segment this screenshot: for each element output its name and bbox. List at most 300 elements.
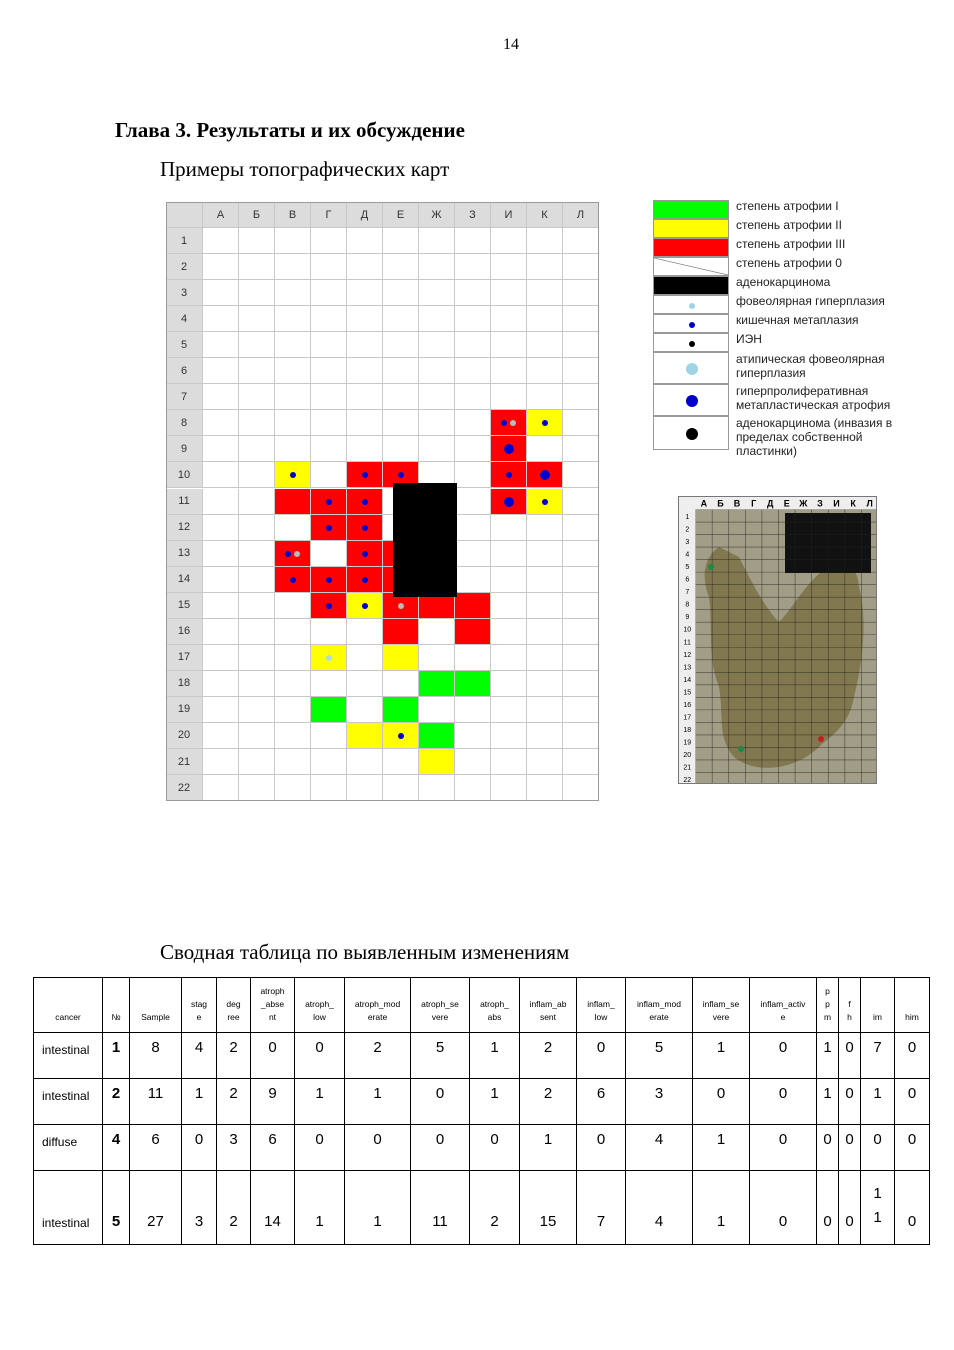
grid-cell (203, 436, 239, 462)
photo-row-label: 1 (685, 514, 690, 522)
grid-row-header: 6 (166, 358, 203, 384)
grid-cell (491, 697, 527, 723)
table-cell: 0 (577, 1125, 626, 1171)
table-row (34, 1125, 930, 1171)
grid-cell (419, 280, 455, 306)
grid-cell (527, 436, 563, 462)
grid-row-header: 5 (166, 332, 203, 358)
grid-column-header: В (275, 202, 311, 228)
table-cell: 0 (895, 1079, 930, 1125)
table-cell: 0 (295, 1033, 345, 1079)
grid-cell (203, 749, 239, 775)
grid-cell (491, 619, 527, 645)
photo-row-label: 12 (683, 651, 692, 659)
grid-cell (239, 567, 275, 593)
grid-cell (383, 749, 419, 775)
grid-row-header: 18 (166, 671, 203, 697)
grid-cell (527, 332, 563, 358)
photo-row-label: 19 (683, 739, 692, 747)
legend-dot (689, 303, 695, 309)
grid-cell (239, 489, 275, 515)
page-number: 14 (503, 36, 519, 53)
table-header-cell: Sample (130, 978, 182, 1033)
grid-cell (527, 358, 563, 384)
table-cell: 2 (103, 1079, 130, 1125)
grid-row-header: 14 (166, 567, 203, 593)
grid-column-header: З (455, 202, 491, 228)
grid-cell (527, 645, 563, 671)
table-header-cell: atroph_se vere (411, 978, 470, 1033)
grid-cell (563, 228, 599, 254)
table-cell: 0 (693, 1079, 750, 1125)
grid-cell (383, 384, 419, 410)
grid-cell (203, 280, 239, 306)
grid-cell (455, 697, 491, 723)
grid-row-header: 8 (166, 410, 203, 436)
grid-cell (419, 228, 455, 254)
photo-row-label: 20 (683, 751, 692, 759)
table-cell: 2 (217, 1171, 251, 1245)
photo-row-label: 11 (683, 639, 691, 647)
grid-cell (203, 228, 239, 254)
table-cell: 0 (750, 1033, 817, 1079)
grid-cell (311, 749, 347, 775)
grid-cell (239, 749, 275, 775)
grid-column-header: К (527, 202, 563, 228)
table-cell: 7 (577, 1171, 626, 1245)
grid-cell (455, 749, 491, 775)
grid-cell (455, 462, 491, 488)
grid-cell (455, 593, 491, 619)
grid-cell (419, 436, 455, 462)
grid-cell (203, 384, 239, 410)
grid-cell (239, 619, 275, 645)
legend-label: аденокарцинома (инвазия в пределах собственной пластинки) (736, 416, 893, 458)
intestinal-metaplasia-dot (398, 733, 404, 739)
legend-swatch (653, 416, 729, 450)
grid-row-header: 11 (166, 489, 203, 515)
legend-item (653, 219, 903, 238)
grid-cell (275, 619, 311, 645)
grid-corner (166, 202, 203, 228)
grid-row-header: 4 (166, 306, 203, 332)
legend-swatch (653, 295, 729, 314)
photo-row-label: 5 (685, 564, 690, 572)
intestinal-metaplasia-dot (362, 551, 368, 557)
grid-cell (455, 332, 491, 358)
legend-dot (686, 395, 698, 407)
legend-label: аденокарцинома (736, 275, 831, 289)
grid-cell (491, 384, 527, 410)
table-cell: 0 (182, 1125, 217, 1171)
grid-cell (527, 593, 563, 619)
table-cell: 3 (626, 1079, 693, 1125)
table-cell: 15 (520, 1171, 577, 1245)
grid-cell (203, 410, 239, 436)
table-header-cell: atroph_ low (295, 978, 345, 1033)
intestinal-metaplasia-dot (542, 499, 548, 505)
intestinal-metaplasia-dot (362, 525, 368, 531)
table-header-cell: inflam_ab sent (520, 978, 577, 1033)
grid-cell (275, 723, 311, 749)
table-cell: 0 (817, 1125, 839, 1171)
intestinal-metaplasia-dot (326, 499, 332, 505)
photo-column-label: Д (766, 498, 774, 509)
grid-cell (311, 775, 347, 801)
grid-cell (347, 436, 383, 462)
table-header-cell: inflam_se vere (693, 978, 750, 1033)
table-row (34, 1033, 930, 1079)
legend-swatch (653, 333, 729, 352)
grid-cell (419, 645, 455, 671)
grid-cell (563, 567, 599, 593)
table-title: Сводная таблица по выявленным изменениям (160, 940, 570, 964)
grid-cell (563, 515, 599, 541)
grid-cell (491, 410, 527, 436)
grid-cell (311, 384, 347, 410)
grid-cell (383, 645, 419, 671)
grid-cell (347, 671, 383, 697)
grid-cell (383, 410, 419, 436)
grid-cell (383, 358, 419, 384)
grid-cell (491, 775, 527, 801)
grid-cell (275, 280, 311, 306)
grid-cell (347, 358, 383, 384)
table-cell: 2 (520, 1079, 577, 1125)
photo-row-label: 8 (685, 601, 690, 609)
photo-pin-green (738, 746, 744, 752)
grid-cell (203, 541, 239, 567)
grid-cell (527, 723, 563, 749)
table-cell: 1 (182, 1079, 217, 1125)
grid-cell (563, 645, 599, 671)
legend-label: атипическая фовеолярная гиперплазия (736, 352, 885, 380)
table-cell: 1 (693, 1171, 750, 1245)
grid-cell (239, 541, 275, 567)
table-cell: 1 (345, 1079, 411, 1125)
table-cell: 1 (693, 1125, 750, 1171)
grid-cell (563, 697, 599, 723)
legend-item (653, 200, 903, 219)
legend-item (653, 352, 903, 384)
grid-cell (347, 619, 383, 645)
table-cell: 0 (839, 1033, 861, 1079)
intestinal-metaplasia-dot (285, 551, 291, 557)
grid-cell (239, 723, 275, 749)
table-cell: 11 (130, 1079, 182, 1125)
grid-cell (527, 671, 563, 697)
grid-cell (311, 619, 347, 645)
adenocarcinoma-block (393, 483, 457, 597)
legend-dot (686, 363, 698, 375)
table-cell: 4 (626, 1171, 693, 1245)
grid-cell (239, 671, 275, 697)
grid-cell (383, 671, 419, 697)
table-cell: 4 (626, 1125, 693, 1171)
legend-label: степень атрофии III (736, 237, 846, 251)
grid-cell (455, 541, 491, 567)
grid-cell (563, 332, 599, 358)
grid-cell (347, 645, 383, 671)
grid-cell (455, 645, 491, 671)
grid-row-header: 20 (166, 723, 203, 749)
grid-cell (419, 254, 455, 280)
grid-cell (275, 410, 311, 436)
table-cell: 2 (470, 1171, 520, 1245)
table-cell: 2 (217, 1079, 251, 1125)
grid-column-header: Б (239, 202, 275, 228)
legend-swatch (653, 238, 729, 257)
grid-cell (203, 306, 239, 332)
grid-cell (347, 384, 383, 410)
grid-cell (239, 436, 275, 462)
photo-column-label: Ж (799, 498, 808, 509)
grid-cell (203, 645, 239, 671)
table-cell: 0 (750, 1079, 817, 1125)
grid-cell (491, 280, 527, 306)
table-cell: 0 (750, 1171, 817, 1245)
grid-cell (455, 489, 491, 515)
grid-cell (275, 436, 311, 462)
grid-cell (347, 775, 383, 801)
grid-cell (275, 489, 311, 515)
grid-cell (383, 306, 419, 332)
grid-cell (203, 332, 239, 358)
grid-row-header: 22 (166, 775, 203, 801)
foveolar-hyperplasia-dot (398, 603, 404, 609)
grid-cell (527, 384, 563, 410)
grid-row-header: 2 (166, 254, 203, 280)
table-header-row (34, 978, 930, 1033)
legend-swatch (653, 257, 729, 276)
legend-label: фовеолярная гиперплазия (736, 294, 885, 308)
table-cell: 0 (895, 1033, 930, 1079)
grid-cell (311, 254, 347, 280)
grid-row-header: 9 (166, 436, 203, 462)
photo-row-label: 22 (683, 777, 692, 784)
grid-cell (347, 306, 383, 332)
grid-cell (347, 697, 383, 723)
grid-cell (455, 515, 491, 541)
legend-label: степень атрофии II (736, 218, 842, 232)
table-cell: 8 (130, 1033, 182, 1079)
grid-cell (239, 384, 275, 410)
table-header-cell: p p m (817, 978, 839, 1033)
grid-cell (239, 332, 275, 358)
chapter-title: Глава 3. Результаты и их обсуждение (115, 118, 465, 142)
grid-column-header: И (491, 202, 527, 228)
grid-cell (563, 280, 599, 306)
photo-column-label: А (700, 498, 708, 509)
grid-cell (455, 280, 491, 306)
intestinal-metaplasia-dot (501, 420, 507, 426)
grid-cell (563, 593, 599, 619)
table-cell: 1 (103, 1033, 130, 1079)
grid-cell (455, 436, 491, 462)
grid-cell (311, 280, 347, 306)
grid-cell (275, 697, 311, 723)
table-cell: 9 (251, 1079, 295, 1125)
grid-cell (527, 567, 563, 593)
grid-cell (563, 541, 599, 567)
grid-cell (455, 306, 491, 332)
photo-row-label: 13 (683, 664, 692, 672)
grid-cell (491, 254, 527, 280)
grid-cell (239, 228, 275, 254)
table-cell: 4 (182, 1033, 217, 1079)
grid-cell (239, 358, 275, 384)
table-cell: 3 (217, 1125, 251, 1171)
photo-column-label: В (733, 498, 741, 509)
grid-cell (239, 515, 275, 541)
grid-cell (527, 228, 563, 254)
intestinal-metaplasia-dot (290, 577, 296, 583)
grid-cell (455, 567, 491, 593)
photo-column-label: К (850, 498, 856, 509)
grid-cell (311, 462, 347, 488)
table-cell: intestinal (34, 1033, 103, 1079)
table-cell: 0 (470, 1125, 520, 1171)
photo-column-label: Е (783, 498, 790, 509)
table-cell: 0 (839, 1171, 861, 1245)
photo-row-label: 18 (683, 726, 692, 734)
grid-cell (419, 723, 455, 749)
table-cell: 1 1 (861, 1171, 895, 1245)
grid-cell (311, 541, 347, 567)
grid-cell (239, 697, 275, 723)
grid-cell (527, 697, 563, 723)
grid-row-header: 3 (166, 280, 203, 306)
table-cell: 2 (217, 1033, 251, 1079)
grid-cell (383, 332, 419, 358)
photo-row-label: 9 (685, 614, 690, 622)
grid-cell (275, 515, 311, 541)
table-cell: 0 (411, 1125, 470, 1171)
table-cell: 1 (295, 1171, 345, 1245)
grid-cell (491, 515, 527, 541)
grid-cell (563, 410, 599, 436)
table-cell: 5 (411, 1033, 470, 1079)
foveolar-hyperplasia-dot (326, 655, 332, 661)
legend-item (653, 276, 903, 295)
grid-cell (491, 723, 527, 749)
grid-cell (383, 228, 419, 254)
grid-cell (383, 619, 419, 645)
table-cell: 1 (345, 1171, 411, 1245)
table-cell: 1 (470, 1079, 520, 1125)
grid-cell (563, 462, 599, 488)
table-header-cell: stag e (182, 978, 217, 1033)
grid-cell (491, 749, 527, 775)
grid-cell (419, 384, 455, 410)
grid-cell (563, 619, 599, 645)
grid-cell (347, 723, 383, 749)
grid-cell (239, 645, 275, 671)
grid-cell (527, 749, 563, 775)
grid-cell (491, 306, 527, 332)
photo-pin-green (708, 564, 714, 570)
photo-row-label: 16 (683, 701, 692, 709)
grid-cell (275, 254, 311, 280)
grid-cell (563, 775, 599, 801)
grid-cell (275, 749, 311, 775)
photo-column-label: И (833, 498, 840, 509)
grid-cell (527, 306, 563, 332)
table-cell: 6 (577, 1079, 626, 1125)
grid-cell (455, 775, 491, 801)
legend-swatch (653, 352, 729, 384)
grid-cell (275, 306, 311, 332)
table-header-cell: im (861, 978, 895, 1033)
grid-row-header: 17 (166, 645, 203, 671)
photo-row-label: 15 (683, 689, 692, 697)
grid-cell (239, 254, 275, 280)
grid-cell (491, 593, 527, 619)
table-cell: 1 (520, 1125, 577, 1171)
legend-swatch (653, 314, 729, 333)
intestinal-metaplasia-dot (362, 499, 368, 505)
grid-cell (203, 671, 239, 697)
grid-cell (239, 280, 275, 306)
table-header-cell: him (895, 978, 930, 1033)
table-cell: 0 (251, 1033, 295, 1079)
grid-cell (203, 462, 239, 488)
grid-cell (419, 671, 455, 697)
grid-cell (563, 436, 599, 462)
table-cell: intestinal (34, 1079, 103, 1125)
table-cell: 0 (895, 1125, 930, 1171)
photo-column-label: З (817, 498, 823, 509)
grid-cell (419, 619, 455, 645)
grid-cell (239, 593, 275, 619)
photo-row-label: 10 (683, 626, 692, 634)
grid-cell (239, 462, 275, 488)
legend-item (653, 257, 903, 276)
grid-cell (275, 593, 311, 619)
table-cell: 0 (411, 1079, 470, 1125)
legend-label: степень атрофии 0 (736, 256, 842, 270)
table-header-cell: deg ree (217, 978, 251, 1033)
grid-cell (491, 358, 527, 384)
photo-row-label: 3 (685, 539, 690, 547)
grid-column-header: Е (383, 202, 419, 228)
table-cell: 0 (839, 1125, 861, 1171)
table-cell: 0 (345, 1125, 411, 1171)
photo-row-label: 7 (685, 589, 690, 597)
grid-cell (383, 254, 419, 280)
grid-cell (527, 254, 563, 280)
grid-cell (275, 384, 311, 410)
legend-dot (689, 322, 695, 328)
grid-cell (347, 749, 383, 775)
grid-cell (203, 593, 239, 619)
grid-cell (527, 515, 563, 541)
table-cell: 0 (895, 1171, 930, 1245)
grid-cell (455, 384, 491, 410)
grid-cell (563, 671, 599, 697)
photo-row-label: 17 (683, 714, 692, 722)
legend-label: ИЭН (736, 332, 762, 346)
photo-header-band (679, 497, 877, 510)
grid-column-header: А (203, 202, 239, 228)
grid-cell (563, 723, 599, 749)
legend-label: гиперпролиферативная метапластическая атрофия (736, 384, 891, 412)
grid-cell (455, 358, 491, 384)
grid-cell (311, 358, 347, 384)
grid-cell (491, 671, 527, 697)
grid-cell (455, 671, 491, 697)
intestinal-metaplasia-dot (326, 525, 332, 531)
